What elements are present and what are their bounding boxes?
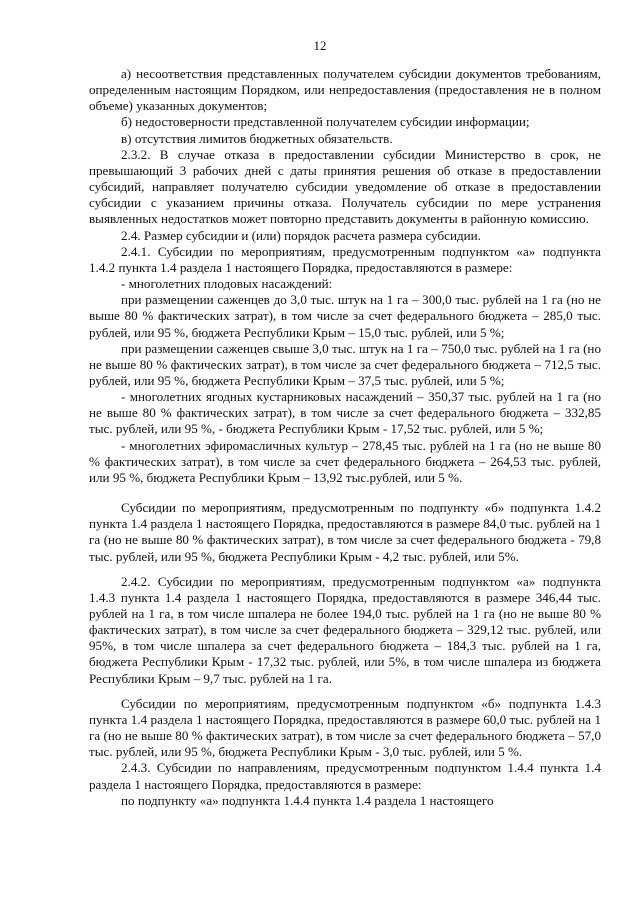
paragraph: 2.4. Размер субсидии и (или) порядок расчета размера субсидии. [121,227,481,243]
paragraph: в) отсутствия лимитов бюджетных обязательств. [121,130,393,146]
paragraph: Субсидии по мероприятиям, предусмотренным по подпункту «б» подпункта 1.4.2 пункта 1.4 раздела 1 настоящего Порядка, предоставляются в размере 84,0 тыс. рублей на 1 га (но не выше 80 % фактических затрат), в том числе за счет федерального бюджета - 79,8 тыс. рублей, или 95 %, бюджета Республики Крым - 4,2 тыс. рублей, или 5%. [89,500,601,564]
paragraph: при размещении саженцев до 3,0 тыс. штук на 1 га – 300,0 тыс. рублей на 1 га (но не выше 80 % фактических затрат), в том числе за счет федерального бюджета – 285,0 тыс. рублей, или 95 %, бюджета Республики Крым – 15,0 тыс. рублей, или 5 %; [89,292,601,340]
paragraph: по подпункту «а» подпункта 1.4.4 пункта 1.4 раздела 1 настоящего [121,792,494,808]
paragraph: Субсидии по мероприятиям, предусмотренным подпунктом «б» подпункта 1.4.3 пункта 1.4 раздела 1 настоящего Порядка, предоставляются в размере 60,0 тыс. рублей на 1 га (но не выше 80 % фактических затрат), в том числе за счет федерального бюджета – 57,0 тыс. рублей, или 95 %, бюджета Республики Крым - 3,0 тыс. рублей, или 5 %. [89,695,601,760]
paragraph: 2.4.2. Субсидии по мероприятиям, предусмотренным подпунктом «а» подпункта 1.4.3 пункта 1.4 раздела 1 настоящего Порядка, предоставляются в размере 346,44 тыс. рублей на 1 га, в том числе шпалера не более 194,0 тыс. рублей на 1 га (но не выше 80 % фактических затрат), в том числе за счет федерального бюджета – 329,12 тыс. рублей, или 95%, в том числе шпалера за счет федерального бюджета – 184,3 тыс. рублей на 1 га, бюджета Республики Крым - 17,32 тыс. рублей, или 5%, в том числе шпалера из бюджета Республики Крым – 9,7 тыс. рублей на 1 га. [89,573,601,686]
paragraph: при размещении саженцев свыше 3,0 тыс. штук на 1 га – 750,0 тыс. рублей на 1 га (но не выше 80 % фактических затрат), в том числе за счет федерального бюджета – 712,5 тыс. рублей, или 95 %, бюджета Республики Крым – 37,5 тыс. рублей, или 5 %; [89,340,601,388]
paragraph: 2.3.2. В случае отказа в предоставлении субсидии Министерство в срок, не превышающий 3 рабочих дней с даты принятия решения об отказе в предоставлении субсидий, направляет получателю субсидии уведомление об отказе в предоставлении субсидии с указанием причины отказа. Получатель субсидии по мере устранения выявленных недостатков может повторно представить документы в районную комиссию. [89,146,601,227]
paragraph: - многолетних плодовых насаждений: [121,276,333,292]
page-number: 12 [313,38,327,53]
paragraph: - многолетних эфиромасличных культур – 278,45 тыс. рублей на 1 га (но не выше 80 % фактических затрат), в том числе за счет федерального бюджета – 264,53 тыс. рублей, или 95 %, бюджета Республики Крым – 13,92 тыс.рублей, или 5 %. [89,437,601,485]
paragraph: 2.4.3. Субсидии по направлениям, предусмотренным подпунктом 1.4.4 пункта 1.4 раздела 1 настоящего Порядка, предоставляются в размере: [89,760,601,792]
paragraph: - многолетних ягодных кустарниковых насаждений – 350,37 тыс. рублей на 1 га (но не выше 80 % фактических затрат), в том числе за счет федерального бюджета – 332,85 тыс. рублей, или 95 %, - бюджета Республики Крым - 17,52 тыс. рублей, или 5 %; [89,389,601,437]
paragraph: а) несоответствия представленных получателем субсидии документов требованиям, определенным настоящим Порядком, или непредоставления (предоставления не в полном объеме) указанных документов; [89,66,601,114]
paragraph: б) недостоверности представленной получателем субсидии информации; [121,114,530,130]
document-body [89,66,601,809]
paragraph: 2.4.1. Субсидии по мероприятиям, предусмотренным подпунктом «а» подпункта 1.4.2 пункта 1.4 раздела 1 настоящего Порядка, предоставляются в размере: [89,243,601,275]
